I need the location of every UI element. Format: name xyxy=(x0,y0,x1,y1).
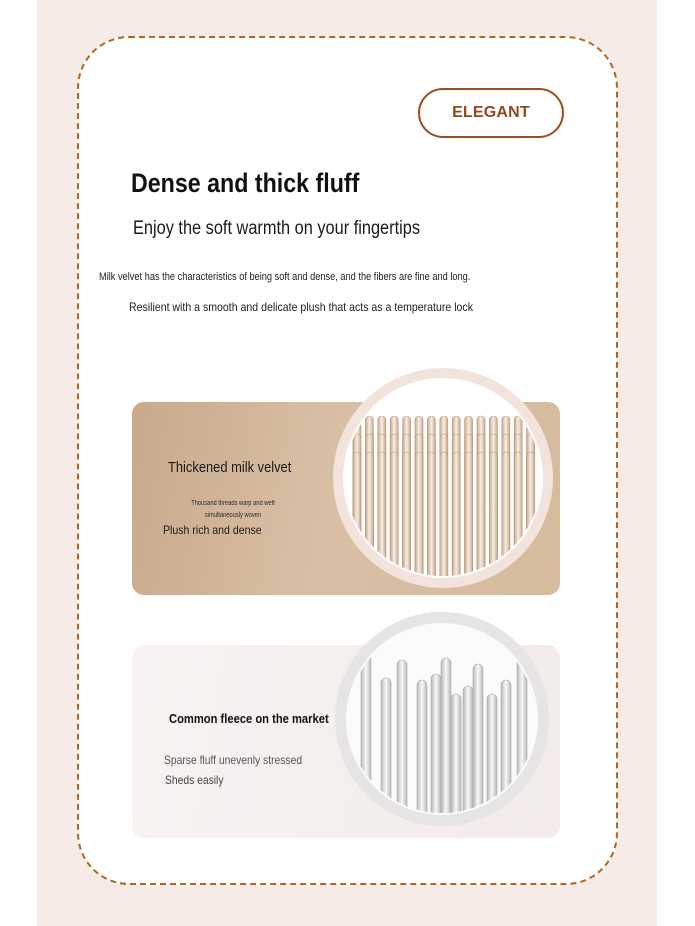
milk-velvet-detail: Thousand threads warp and weft simultaneously woven xyxy=(191,500,275,519)
description-line-1: Milk velvet has the characteristics of being soft and dense, and the fibers are fine and long. xyxy=(99,271,471,283)
sparse-fiber-circle-icon xyxy=(333,610,551,828)
badge-label: ELEGANT xyxy=(452,104,530,121)
common-fleece-feature-1: Sparse fluff unevenly stressed xyxy=(164,753,303,767)
common-fleece-title: Common fleece on the market xyxy=(169,711,329,726)
dense-fiber xyxy=(365,452,373,590)
dense-fiber xyxy=(452,452,460,590)
common-fleece-feature-2: Sheds easily xyxy=(165,773,224,787)
sparse-fiber xyxy=(463,686,473,828)
sparse-fiber xyxy=(451,694,461,828)
dense-fiber xyxy=(440,452,448,590)
description-line-2: Resilient with a smooth and delicate plush that acts as a temperature lock xyxy=(129,300,473,314)
sparse-fiber xyxy=(517,656,527,828)
dense-fiber-circle-icon xyxy=(331,366,555,590)
headline-subtitle: Enjoy the soft warmth on your fingertips xyxy=(133,218,420,239)
milk-velvet-title: Thickened milk velvet xyxy=(168,459,292,476)
dense-fiber xyxy=(465,452,473,590)
sparse-fiber xyxy=(431,674,441,828)
dense-fiber xyxy=(415,452,423,590)
sparse-fiber xyxy=(417,680,427,828)
sparse-fiber xyxy=(361,654,371,828)
elegant-badge xyxy=(418,88,564,138)
dense-fiber xyxy=(427,452,435,590)
sparse-fiber xyxy=(441,658,451,828)
headline-title: Dense and thick fluff xyxy=(131,168,360,198)
dense-fiber xyxy=(514,452,522,590)
sparse-fiber xyxy=(473,664,483,828)
milk-velvet-feature: Plush rich and dense xyxy=(163,523,262,537)
